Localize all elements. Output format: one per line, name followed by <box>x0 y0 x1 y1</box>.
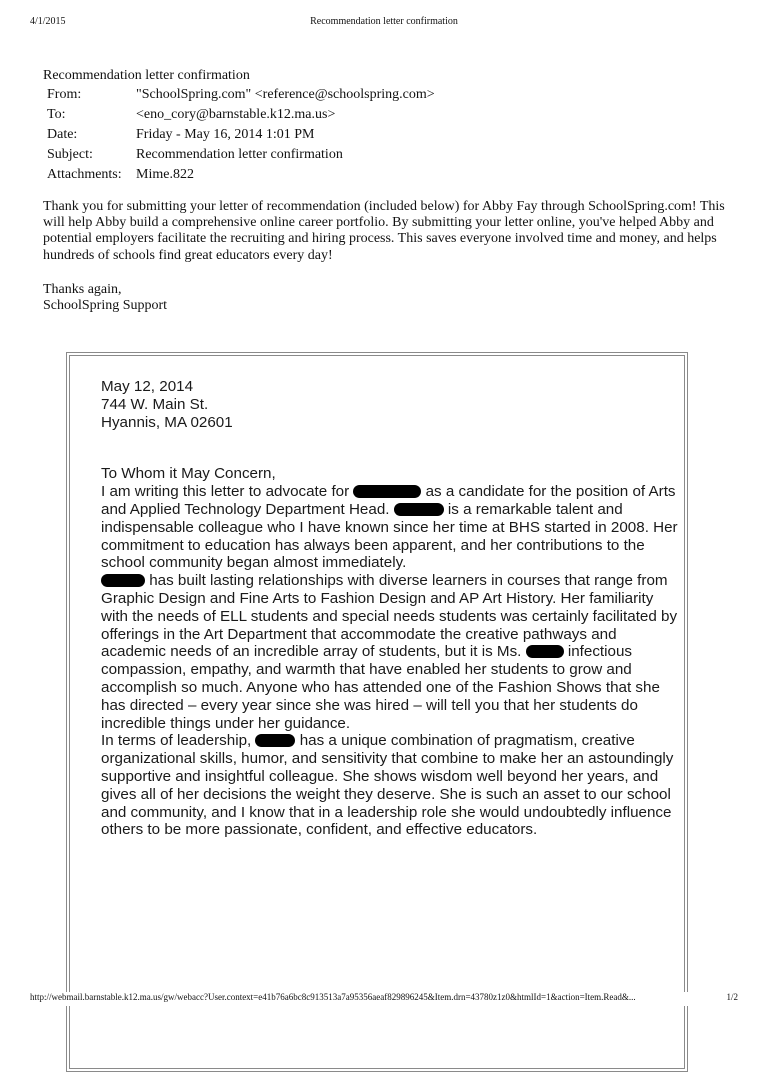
attachment-link[interactable]: Mime.822 <box>136 167 194 182</box>
header-date <box>47 125 733 145</box>
header-value: "SchoolSpring.com" <reference@schoolspring.com> <box>136 87 435 102</box>
letter-date: May 12, 2014 <box>101 378 194 395</box>
letter-salutation: To Whom it May Concern, <box>101 465 276 483</box>
header-label: Subject: <box>47 147 93 162</box>
text-run: has a unique combination of pragmatism, creative organizational skills, humor, and sensitivity that combine to make her an astoundingly supportive and insightful colleague. She shows wisdom well beyond her years, and gives all of her decisions the weight they deserve. She is such an asset to our school and community, and I know that in a leadership role she would undoubtedly influence others to be more passionate, confident, and effective educators. <box>101 732 674 839</box>
print-title: Recommendation letter confirmation <box>310 16 458 27</box>
letter-paragraph-3 <box>101 732 681 839</box>
header-label: Attachments: <box>47 167 122 182</box>
header-value: <eno_cory@barnstable.k12.ma.us> <box>136 107 336 122</box>
header-label: To: <box>47 107 66 122</box>
redaction-mark <box>255 734 295 747</box>
header-from <box>47 85 733 105</box>
recommendation-letter <box>101 378 681 839</box>
redaction-mark <box>353 485 421 498</box>
header-to <box>47 105 733 125</box>
signoff-thanks: Thanks again, <box>43 281 122 297</box>
header-attachments <box>47 165 733 185</box>
email-title: Recommendation letter confirmation <box>43 68 250 83</box>
redaction-mark <box>394 503 444 516</box>
letter-paragraph-1 <box>101 483 681 572</box>
email-body <box>43 199 733 314</box>
header-label: Date: <box>47 127 78 142</box>
page-number: 1/2 <box>726 992 738 1002</box>
header-subject <box>47 145 733 165</box>
header-value: Recommendation letter confirmation <box>136 147 343 162</box>
print-header <box>30 16 738 30</box>
text-run: infectious compassion, empathy, and warmth that have enabled her students to grow and accomplish so much. Anyone who has attended one of the Fashion Shows that she has directed – every year since she was hired – will tell you that her students do incredible things under her guidance. <box>101 643 660 732</box>
print-footer <box>30 992 738 1006</box>
signoff-sender: SchoolSpring Support <box>43 298 168 314</box>
email-intro-paragraph: Thank you for submitting your letter of recommendation (included below) for Abby Fay through SchoolSpring.com! This will help Abby build a comprehensive online career portfolio. By submitting your letter online, you've helped Abby and potential employers facilitate the recruiting and hiring process. This saves everyone involved time and money, and helps hundreds of schools find great educators every day! <box>43 199 725 263</box>
letter-address <box>101 396 681 432</box>
email-signoff <box>43 282 733 314</box>
text-run: In terms of leadership, <box>101 732 256 750</box>
print-url: http://webmail.barnstable.k12.ma.us/gw/webacc?User.context=e41b76a6bc8c913513a7a95356aeaf829896245&Item.drn=43780z1z0&htmlId=1&action=Item.Read&... <box>30 992 636 1002</box>
text-run: I am writing this letter to advocate for <box>101 483 354 501</box>
redaction-mark <box>526 645 564 658</box>
header-value: Friday - May 16, 2014 1:01 PM <box>136 127 315 142</box>
text-run: as a candidate for the position of Arts and Applied Technology Department Head. <box>101 483 676 518</box>
redaction-mark <box>101 574 145 587</box>
header-label: From: <box>47 87 82 102</box>
email-headers <box>47 85 733 185</box>
letter-paragraph-2 <box>101 572 681 732</box>
text-run: is a remarkable talent and indispensable colleague who I have known since her time at BHS started in 2008. Her commitment to education has always been apparent, and her contributions to the school community began almost immediately. <box>101 500 678 572</box>
address-line: Hyannis, MA 02601 <box>101 413 233 431</box>
address-line: 744 W. Main St. <box>101 395 209 413</box>
text-run: has built lasting relationships with diverse learners in courses that range from Graphic Design and Fine Arts to Fashion Design and AP Art History. Her familiarity with the needs of ELL students and special needs students was certainly facilitated by offerings in the Art Department that accommodate the creative pathways and academic needs of an incredible array of students, but it is Ms. <box>101 572 678 661</box>
print-date: 4/1/2015 <box>30 16 66 27</box>
email-message <box>43 66 733 314</box>
